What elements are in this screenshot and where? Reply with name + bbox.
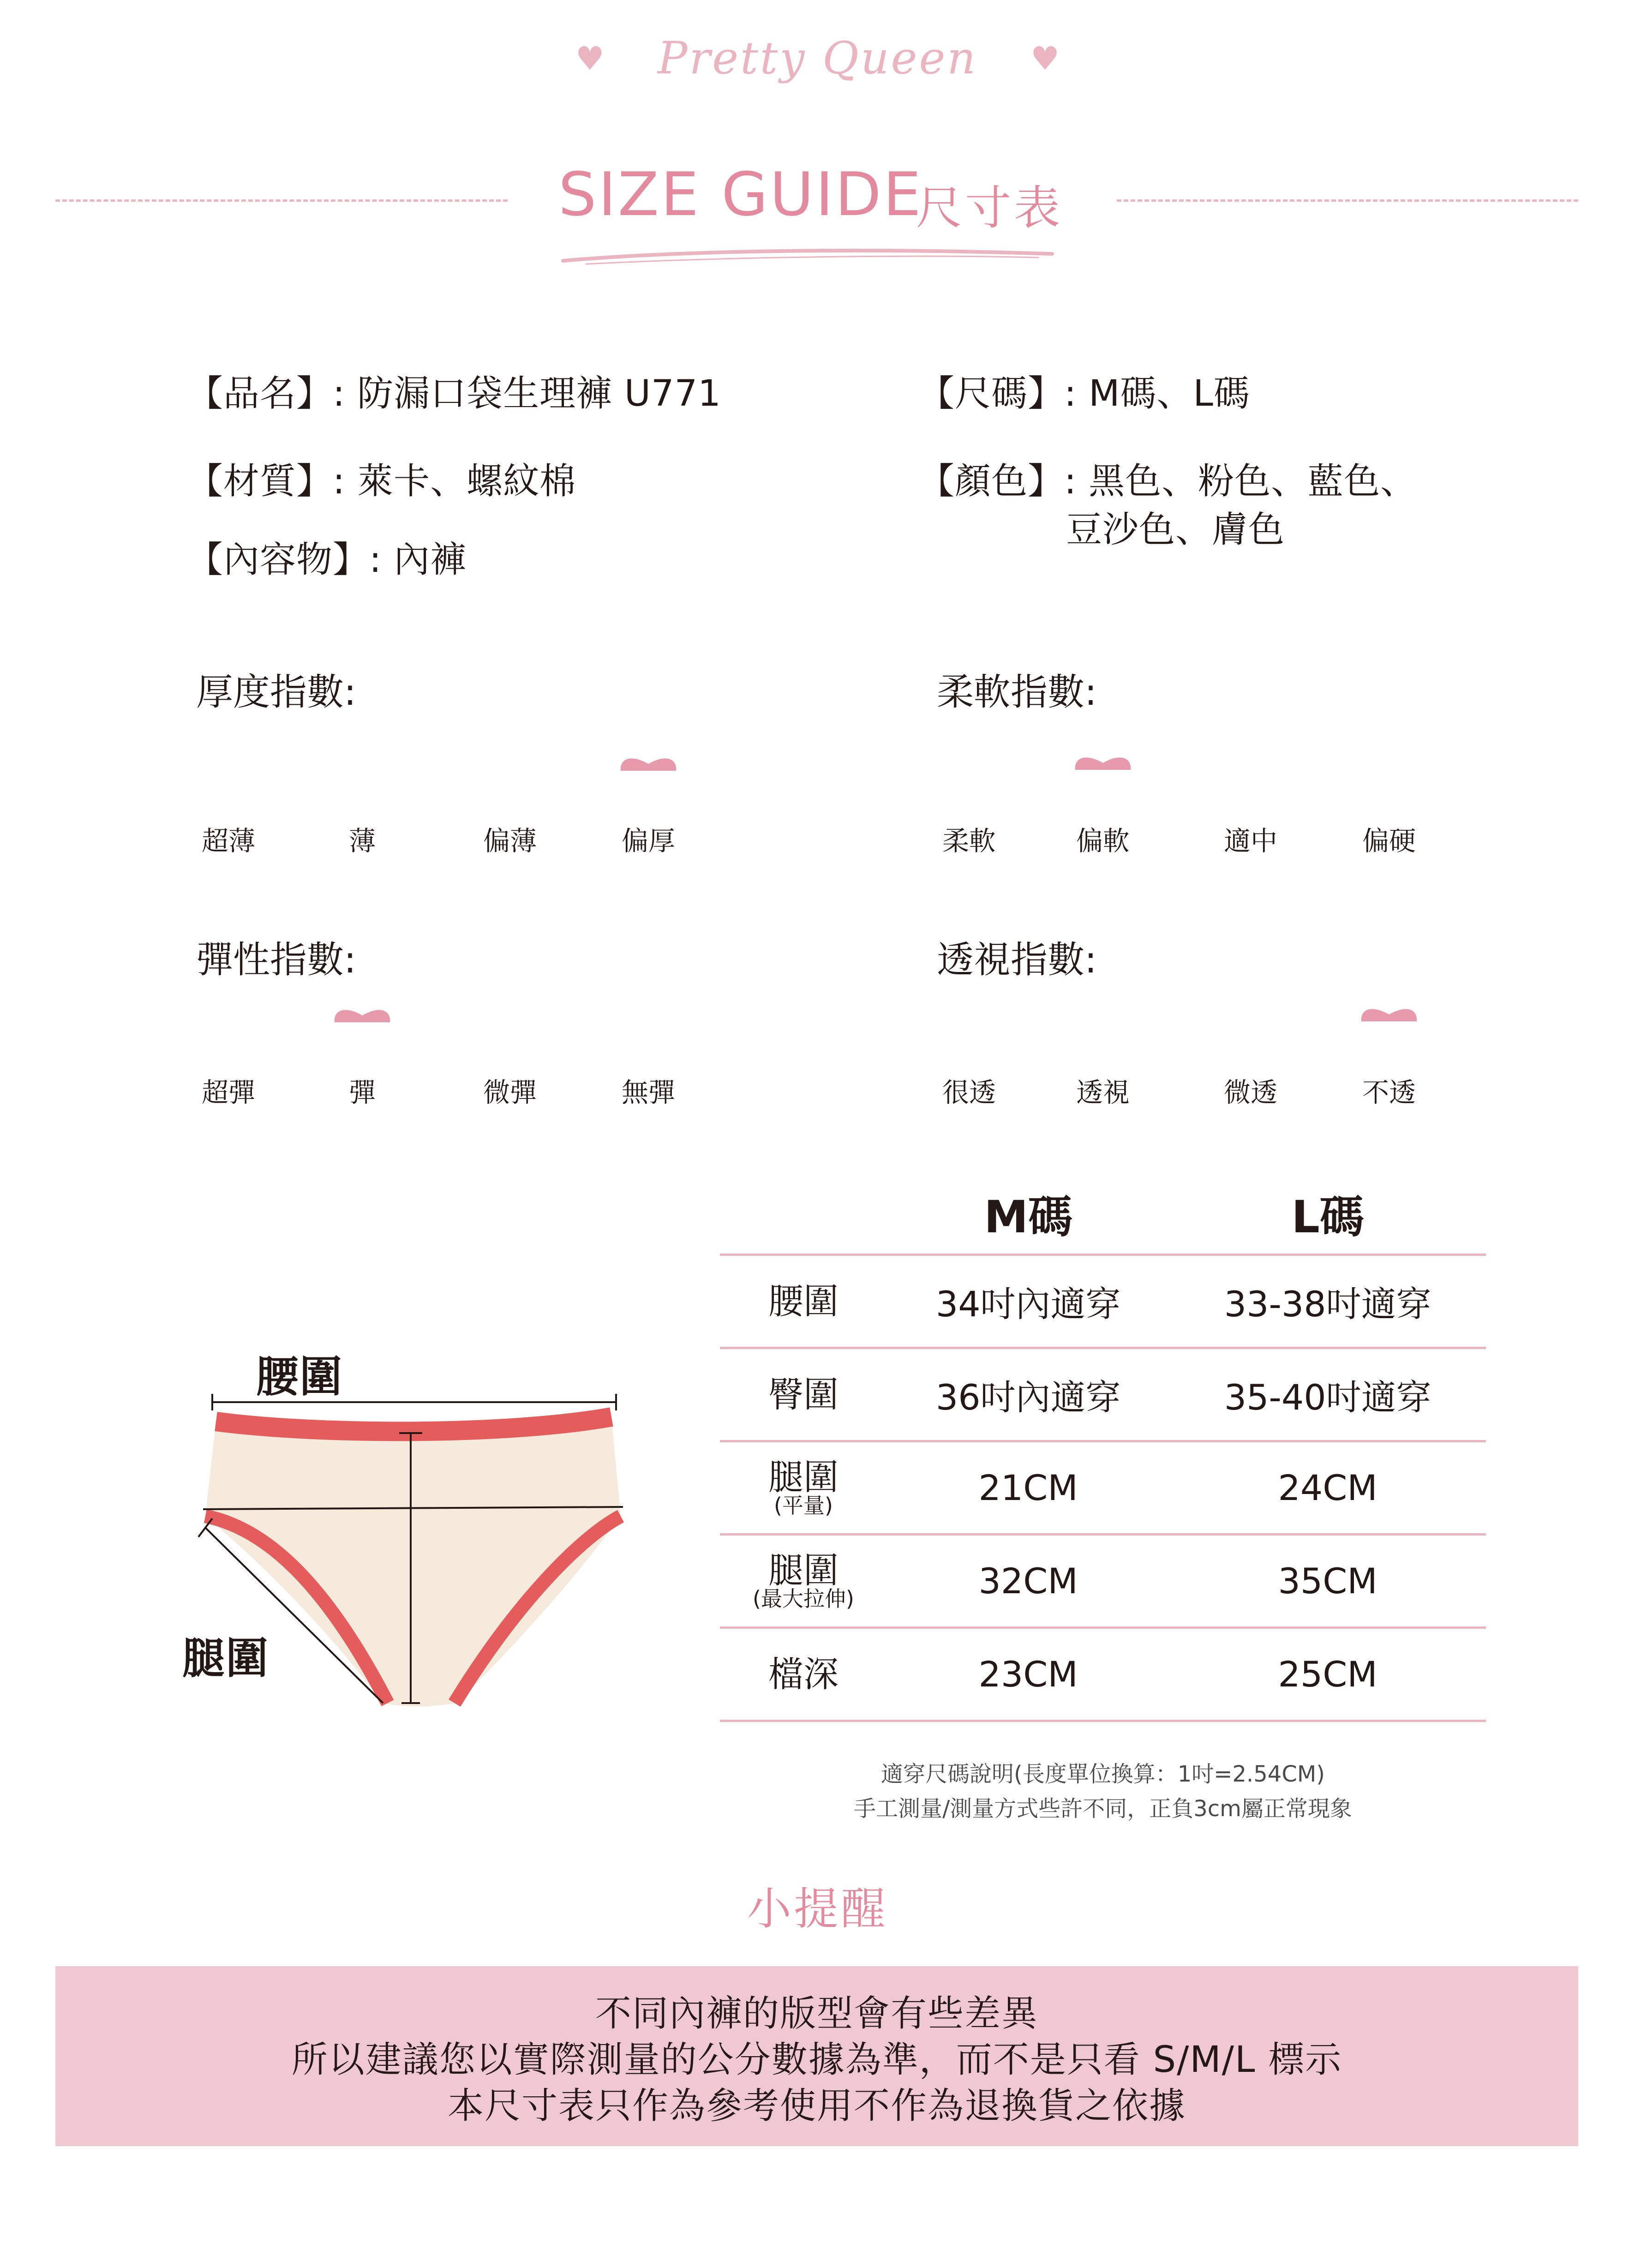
scale-label: 透視 [1076, 1077, 1130, 1108]
row-label: 腿圍 (最大拉伸) [720, 1535, 887, 1628]
scale-label: 無彈 [621, 1077, 675, 1108]
cell-m: 34吋內適穿 [887, 1255, 1169, 1348]
page-title: SIZE GUIDE [558, 159, 923, 229]
table-row [720, 1348, 1486, 1441]
cell-m: 23CM [887, 1628, 1169, 1721]
title-underline [558, 240, 1057, 268]
underwear-diagram [185, 1385, 646, 1717]
leg-label: 腿圍 [182, 1634, 270, 1683]
index-title: 厚度指數: [196, 671, 356, 714]
scale-label: 彈 [348, 1077, 376, 1108]
row-label: 檔深 [720, 1628, 887, 1721]
page-title-zh: 尺寸表 [916, 181, 1063, 235]
scale-label: 微彈 [483, 1077, 537, 1108]
cell-m: 36吋內適穿 [887, 1348, 1169, 1441]
info-color [918, 452, 1417, 504]
scale-label: 不透 [1362, 1077, 1416, 1108]
color-value-cont: 豆沙色、膚色 [1066, 509, 1285, 551]
note-unit: 適穿尺碼說明(長度單位換算：1吋=2.54CM) [880, 1761, 1325, 1787]
index-title: 柔軟指數: [937, 671, 1097, 714]
info-content [187, 531, 467, 582]
row-sublabel: (最大拉伸) [753, 1586, 854, 1611]
table-row [720, 1535, 1486, 1628]
column-header: L碼 [1291, 1191, 1364, 1243]
table-row [720, 1441, 1486, 1535]
cell-m: 32CM [887, 1535, 1169, 1628]
scale-label: 很透 [942, 1077, 996, 1108]
reminder-title: 小提醒 [747, 1883, 888, 1935]
name-value: : 防漏口袋生理褲 U771 [333, 373, 721, 414]
scale-label: 超彈 [201, 1077, 255, 1108]
cell-l: 35CM [1169, 1535, 1486, 1628]
reminder-line: 所以建議您以實際測量的公分數據為準，而不是只看 S/M/L 標示 [291, 2039, 1342, 2081]
cell-l: 24CM [1169, 1441, 1486, 1535]
content-label: 【內容物】 [187, 539, 370, 581]
reminder-line: 本尺寸表只作為參考使用不作為退換貨之依據 [447, 2085, 1186, 2127]
heart-marker-icon [1361, 1009, 1417, 1021]
scale-label: 偏薄 [483, 825, 537, 857]
note-tolerance: 手工測量/測量方式些許不同，正負3cm屬正常現象 [854, 1796, 1352, 1822]
row-label: 腰圍 [720, 1255, 887, 1348]
heart-marker-icon [335, 1010, 390, 1022]
cell-l: 35-40吋適穿 [1169, 1348, 1486, 1441]
waist-label: 腰圍 [256, 1352, 343, 1402]
heart-icon: ♥ [575, 40, 605, 78]
index-scale [937, 742, 1435, 770]
divider-left [55, 199, 508, 202]
brand-header [0, 32, 1635, 84]
color-label: 【顏色】 [918, 461, 1065, 502]
brand-logo: Pretty Queen [657, 32, 978, 84]
cell-m: 21CM [887, 1441, 1169, 1535]
divider-right [1117, 199, 1578, 202]
cell-l: 25CM [1169, 1628, 1486, 1721]
column-header: M碼 [984, 1191, 1072, 1243]
cell-l: 33-38吋適穿 [1169, 1255, 1486, 1348]
table-row [720, 1628, 1486, 1721]
size-table [720, 1182, 1486, 1722]
color-value: : 黑色、粉色、藍色、 [1064, 461, 1417, 502]
info-name [187, 365, 721, 416]
row-label: 臀圍 [720, 1348, 887, 1441]
index-scale [196, 743, 695, 771]
size-label: 【尺碼】 [918, 373, 1065, 414]
table-row [720, 1255, 1486, 1348]
material-value: : 萊卡、螺紋棉 [333, 461, 576, 502]
scale-label: 超薄 [201, 825, 255, 857]
name-label: 【品名】 [187, 373, 333, 414]
size-value: : M碼、L碼 [1064, 373, 1250, 414]
scale-label: 偏硬 [1362, 825, 1416, 857]
row-label: 腿圍 (平量) [720, 1441, 887, 1535]
index-scale [196, 995, 695, 1022]
scale-label: 微透 [1223, 1077, 1277, 1108]
reminder-line: 不同內褲的版型會有些差異 [595, 1993, 1038, 2034]
scale-label: 柔軟 [942, 825, 996, 857]
heart-marker-icon [1075, 757, 1131, 770]
index-title: 彈性指數: [196, 938, 356, 981]
material-label: 【材質】 [187, 461, 333, 502]
index-scale [937, 994, 1435, 1021]
heart-marker-icon [621, 758, 676, 771]
scale-label: 適中 [1223, 825, 1277, 857]
row-sublabel: (平量) [774, 1493, 833, 1518]
scale-label: 薄 [348, 825, 376, 857]
scale-label: 偏軟 [1076, 825, 1130, 857]
heart-icon: ♥ [1030, 40, 1060, 78]
scale-label: 偏厚 [621, 825, 675, 857]
content-value: : 內褲 [369, 539, 467, 581]
info-size [918, 365, 1250, 416]
info-material [187, 452, 576, 504]
index-title: 透視指數: [937, 938, 1097, 981]
